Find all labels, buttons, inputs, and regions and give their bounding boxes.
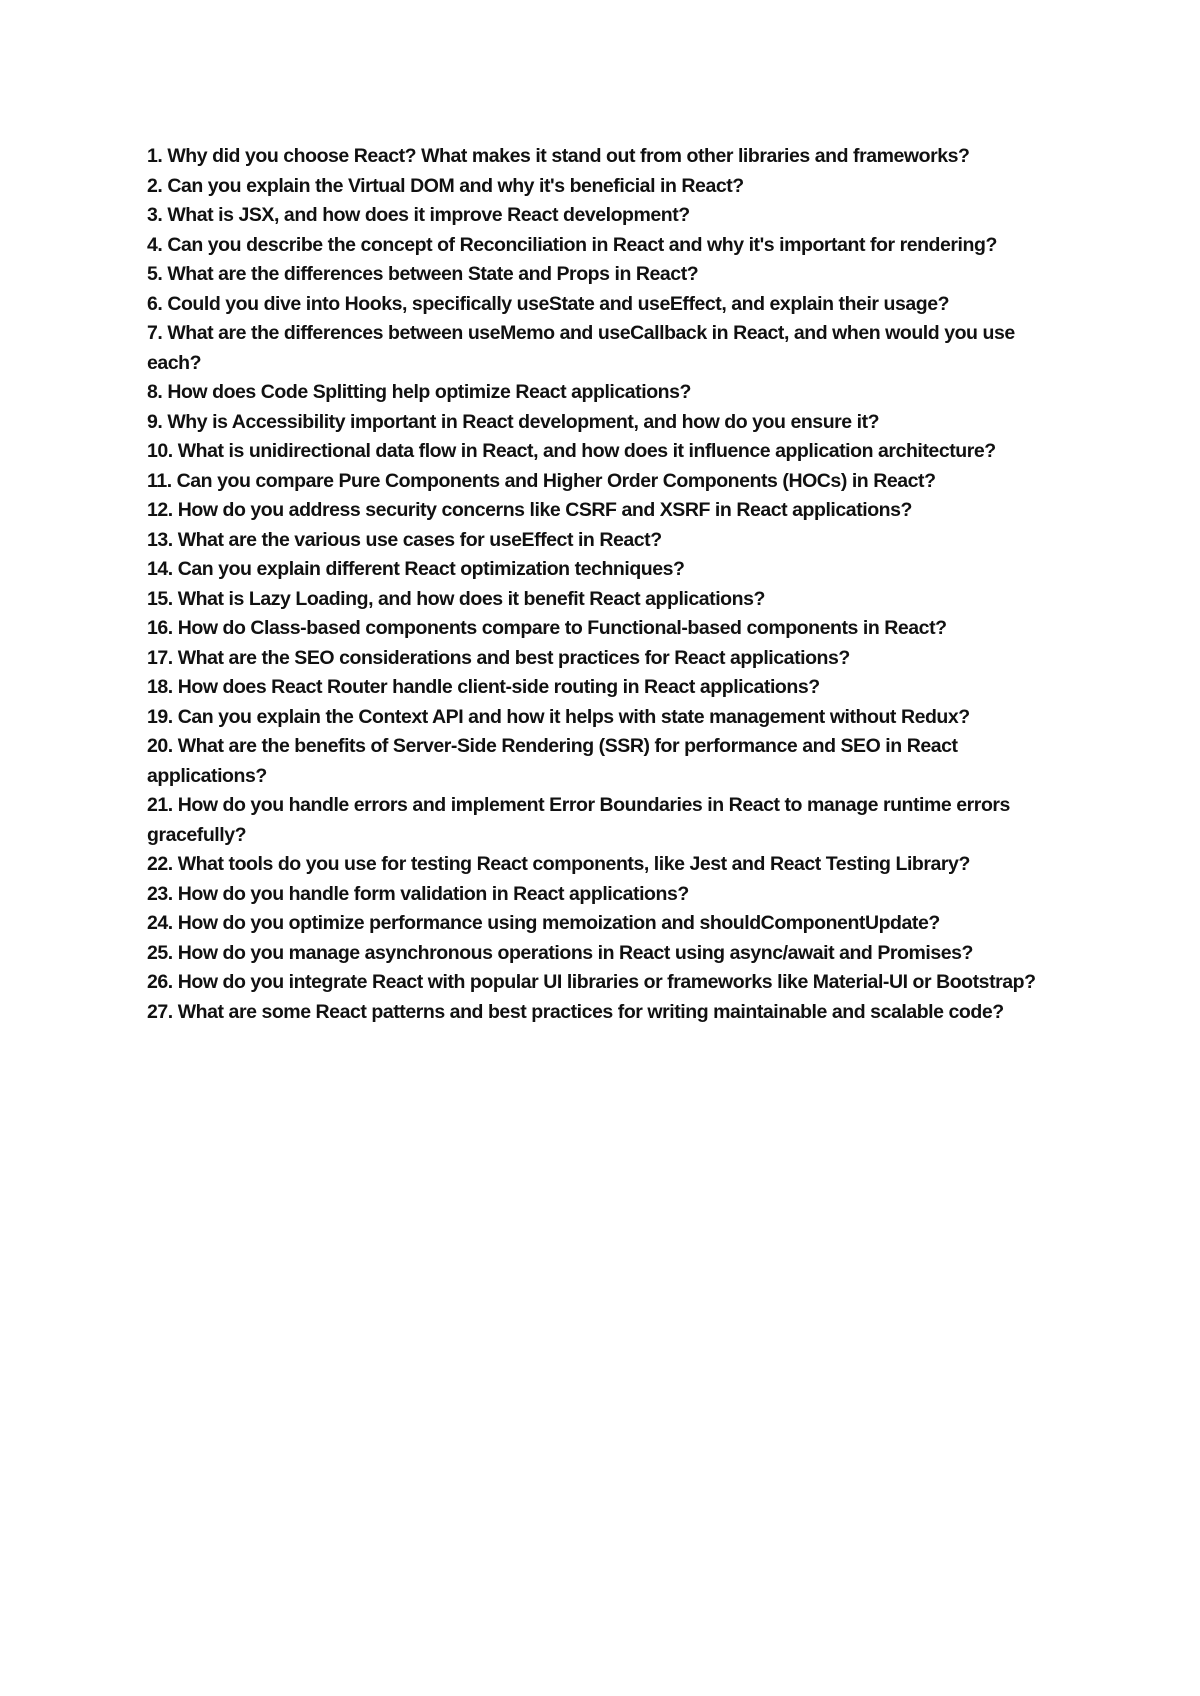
question-item: 22. What tools do you use for testing React components, like Jest and React Testing Library? (147, 853, 970, 875)
question-item: 14. Can you explain different React optimization techniques? (147, 558, 685, 580)
question-item: 6. Could you dive into Hooks, specifically useState and useEffect, and explain their usage? (147, 292, 950, 315)
question-item: 24. How do you optimize performance using memoization and shouldComponentUpdate? (147, 912, 940, 934)
question-item: 1. Why did you choose React? What makes it stand out from other libraries and frameworks? (147, 145, 970, 167)
question-item: 19. Can you explain the Context API and how it helps with state management without Redux? (147, 705, 970, 728)
question-item: 8. How does Code Splitting help optimize React applications? (147, 381, 691, 403)
question-item: 16. How do Class-based components compare to Functional-based components in React? (147, 617, 947, 639)
question-list (147, 142, 1067, 1027)
question-item: 10. What is unidirectional data flow in React, and how does it influence application architecture? (147, 440, 996, 462)
question-item: 20. What are the benefits of Server-Side Rendering (SSR) for performance and SEO in React applications? (147, 735, 958, 787)
question-item: 7. What are the differences between useMemo and useCallback in React, and when would you use each? (147, 322, 1015, 374)
question-item: 4. Can you describe the concept of Reconciliation in React and why it's important for rendering? (147, 233, 997, 256)
question-item: 23. How do you handle form validation in React applications? (147, 882, 689, 905)
question-item: 15. What is Lazy Loading, and how does it benefit React applications? (147, 587, 765, 610)
question-item: 21. How do you handle errors and implement Error Boundaries in React to manage runtime errors gracefully? (147, 794, 1010, 846)
question-item: 27. What are some React patterns and best practices for writing maintainable and scalable code? (147, 1000, 1004, 1023)
question-item: 3. What is JSX, and how does it improve React development? (147, 204, 690, 226)
question-item: 26. How do you integrate React with popular UI libraries or frameworks like Material-UI or Bootstrap? (147, 971, 1036, 993)
question-item: 2. Can you explain the Virtual DOM and why it's beneficial in React? (147, 174, 744, 197)
question-item: 25. How do you manage asynchronous operations in React using async/await and Promises? (147, 941, 974, 964)
question-item: 12. How do you address security concerns like CSRF and XSRF in React applications? (147, 499, 912, 521)
question-item: 18. How does React Router handle client-side routing in React applications? (147, 676, 820, 698)
question-item: 9. Why is Accessibility important in React development, and how do you ensure it? (147, 410, 880, 433)
question-item: 5. What are the differences between State and Props in React? (147, 263, 699, 285)
question-item: 17. What are the SEO considerations and best practices for React applications? (147, 646, 850, 669)
question-item: 13. What are the various use cases for useEffect in React? (147, 528, 662, 551)
question-item: 11. Can you compare Pure Components and Higher Order Components (HOCs) in React? (147, 469, 936, 492)
